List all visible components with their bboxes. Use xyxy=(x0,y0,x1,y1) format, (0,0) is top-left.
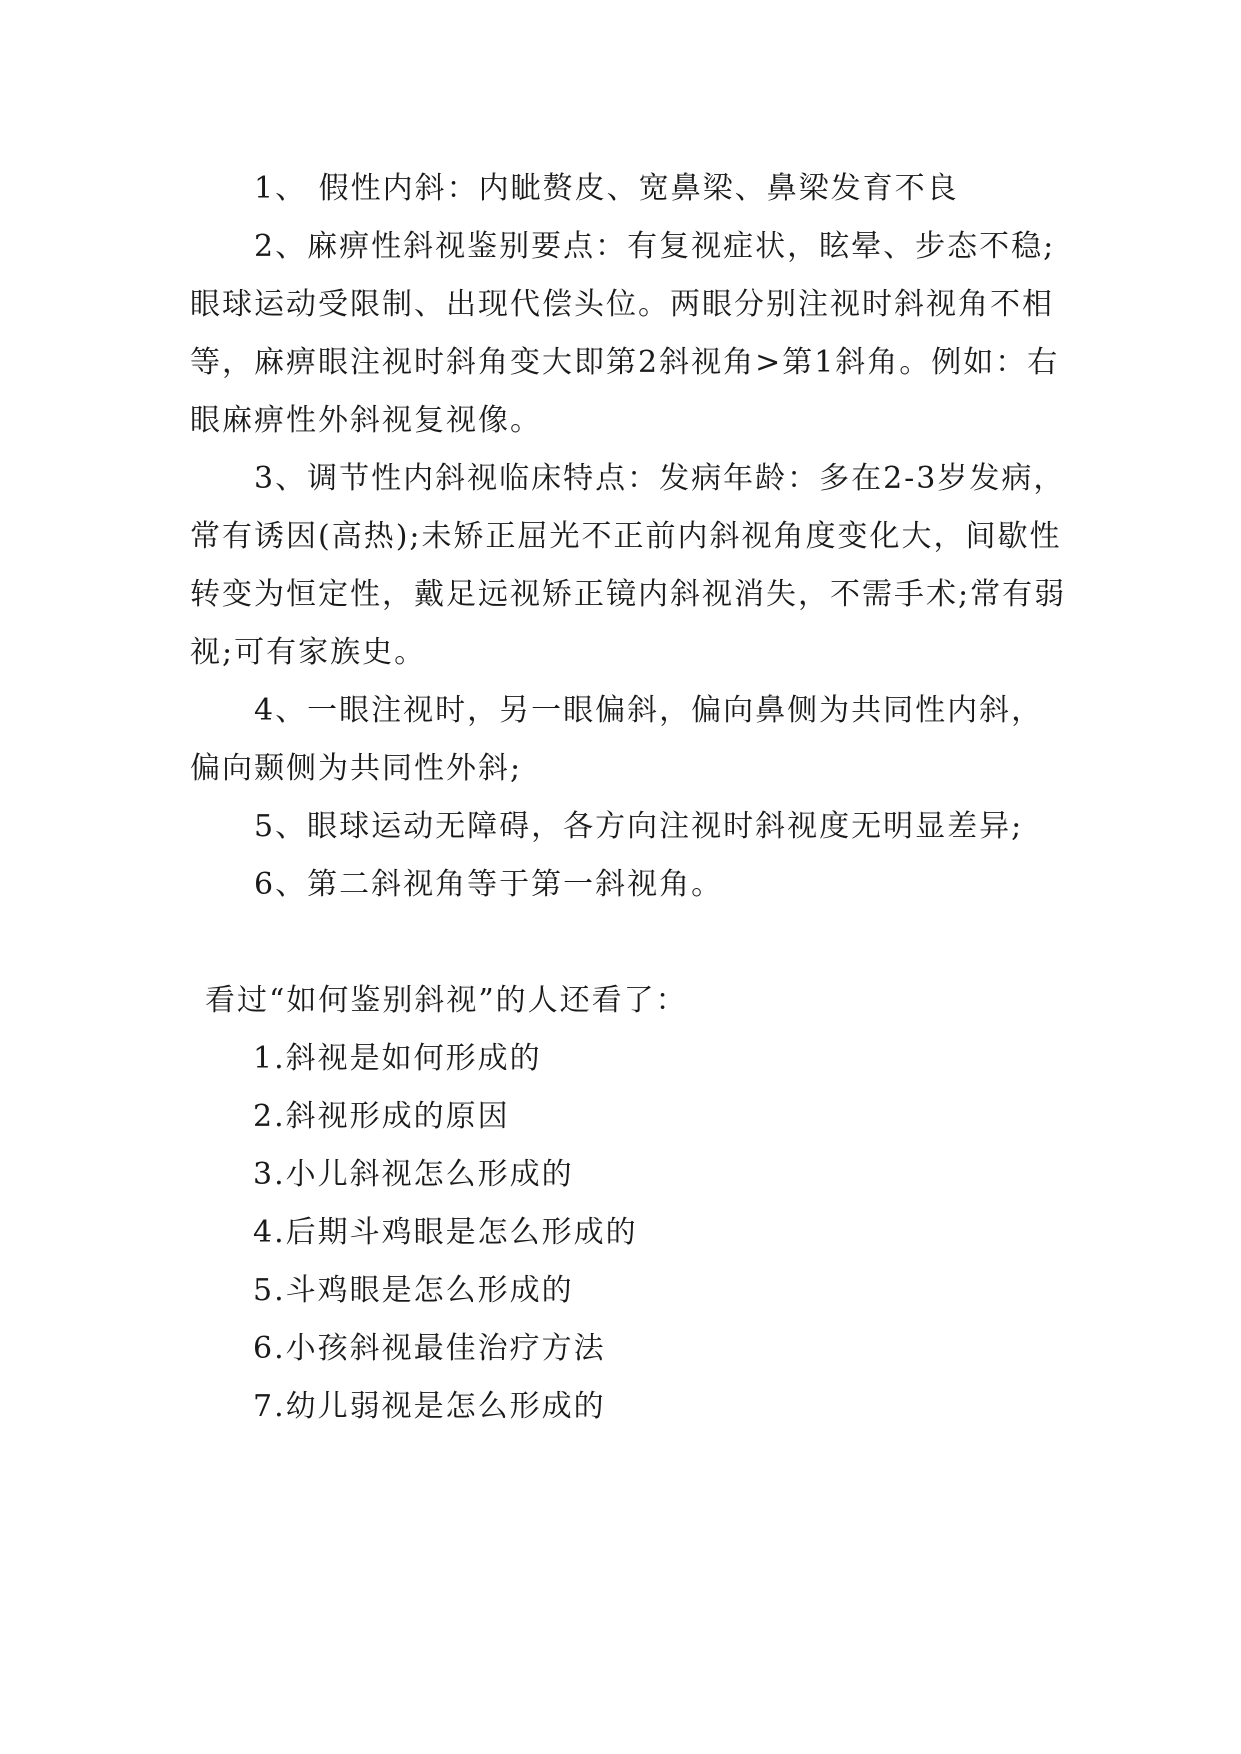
related-articles xyxy=(205,972,1065,1436)
related-link-7[interactable]: 7.幼儿弱视是怎么形成的 xyxy=(253,1389,606,1424)
paragraph-2: 2、麻痹性斜视鉴别要点：有复视症状，眩晕、步态不稳;眼球运动受限制、出现代偿头位。两眼分别注视时斜视角不相等，麻痹眼注视时斜角变大即第2斜视角>第1斜角。例如：右眼麻痹性外斜视复视像。 xyxy=(190,229,1060,438)
related-link-6[interactable]: 6.小孩斜视最佳治疗方法 xyxy=(253,1331,606,1366)
article-body xyxy=(190,160,1070,914)
related-link-5[interactable]: 5.斗鸡眼是怎么形成的 xyxy=(253,1273,574,1308)
related-link-1[interactable]: 1.斜视是如何形成的 xyxy=(253,1041,542,1076)
paragraph-6: 6、第二斜视角等于第一斜视角。 xyxy=(254,867,724,902)
related-link-3[interactable]: 3.小儿斜视怎么形成的 xyxy=(253,1157,574,1192)
paragraph-4: 4、一眼注视时，另一眼偏斜，偏向鼻侧为共同性内斜，偏向颞侧为共同性外斜; xyxy=(190,693,1044,786)
related-link-2[interactable]: 2.斜视形成的原因 xyxy=(253,1099,510,1134)
related-heading: 看过“如何鉴别斜视”的人还看了： xyxy=(205,983,688,1018)
paragraph-1: 1、 假性内斜：内眦赘皮、宽鼻梁、鼻梁发育不良 xyxy=(254,171,959,206)
paragraph-3: 3、调节性内斜视临床特点：发病年龄：多在2-3岁发病，常有诱因(高热);未矫正屈光不正前内斜视角度变化大，间歇性转变为恒定性，戴足远视矫正镜内斜视消失，不需手术;常有弱视;可有家族史。 xyxy=(190,461,1067,670)
related-link-4[interactable]: 4.后期斗鸡眼是怎么形成的 xyxy=(253,1215,638,1250)
paragraph-5: 5、眼球运动无障碍，各方向注视时斜视度无明显差异; xyxy=(254,809,1024,844)
related-list xyxy=(205,1030,1065,1436)
